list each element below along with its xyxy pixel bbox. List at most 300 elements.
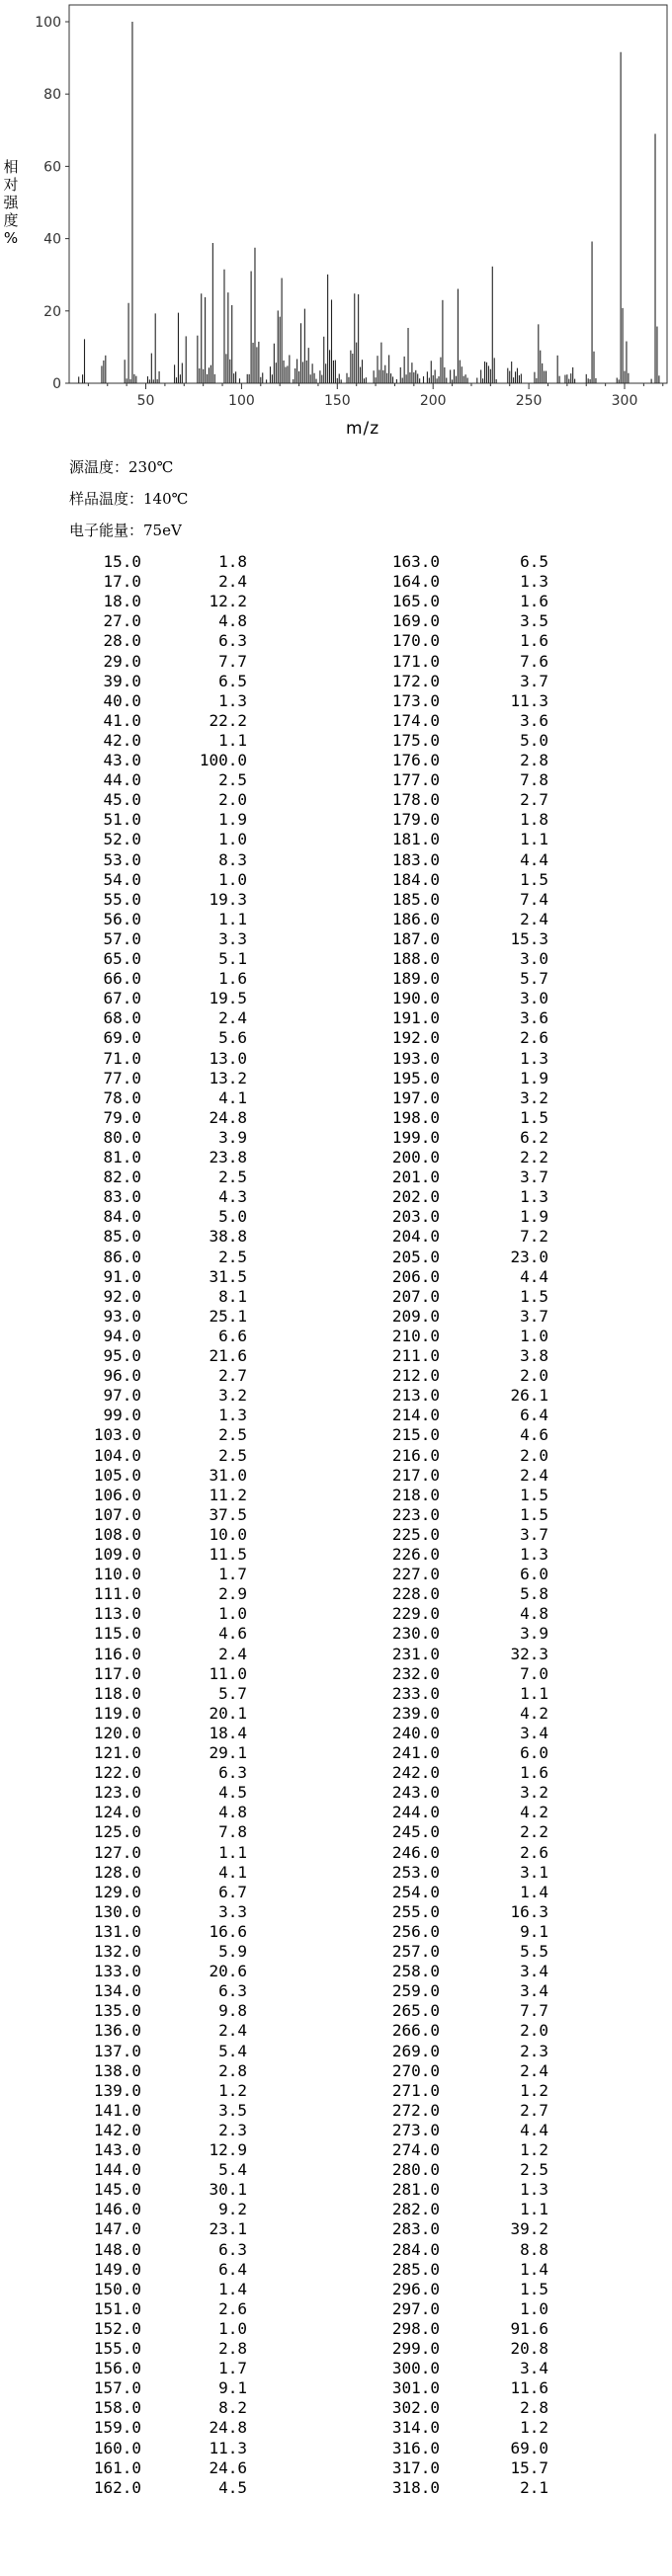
table-row <box>0 2319 672 2339</box>
intensity-value: 7.0 <box>520 1663 548 1683</box>
table-row <box>0 2439 672 2458</box>
mz-value: 298.0 <box>391 2318 440 2338</box>
mz-value: 285.0 <box>391 2259 440 2279</box>
y-tick-label: 60 <box>43 159 61 176</box>
mz-value: 117.0 <box>93 1663 141 1683</box>
intensity-value: 2.5 <box>218 1425 247 1445</box>
mz-value: 56.0 <box>103 909 141 928</box>
mz-value: 256.0 <box>391 1921 440 1941</box>
table-row <box>0 1008 672 1028</box>
intensity-value: 3.7 <box>520 1167 548 1187</box>
intensity-value: 1.2 <box>520 2080 548 2100</box>
intensity-value: 1.2 <box>520 2140 548 2159</box>
intensity-value: 8.1 <box>218 1286 247 1306</box>
mz-value: 271.0 <box>391 2080 440 2100</box>
intensity-value: 4.4 <box>520 1266 548 1286</box>
mz-value: 44.0 <box>103 770 141 790</box>
x-tick-label: 50 <box>136 393 155 409</box>
intensity-value: 4.2 <box>520 1803 548 1822</box>
table-row <box>0 2478 672 2498</box>
mz-value: 122.0 <box>93 1763 141 1783</box>
mz-value: 316.0 <box>391 2438 440 2457</box>
intensity-value: 1.0 <box>520 1326 548 1345</box>
intensity-value: 2.0 <box>520 2021 548 2041</box>
table-row <box>0 1803 672 1822</box>
table-row <box>0 1486 672 1505</box>
intensity-value: 1.4 <box>520 2259 548 2279</box>
table-row <box>0 910 672 929</box>
intensity-value: 2.4 <box>218 572 247 592</box>
mz-value: 159.0 <box>93 2418 141 2438</box>
mz-value: 146.0 <box>93 2200 141 2219</box>
mz-value: 160.0 <box>93 2438 141 2457</box>
mz-value: 118.0 <box>93 1683 141 1703</box>
intensity-value: 4.1 <box>218 1862 247 1882</box>
intensity-value: 5.4 <box>218 2160 247 2180</box>
table-row <box>0 2260 672 2280</box>
mz-value: 81.0 <box>103 1148 141 1167</box>
intensity-value: 4.5 <box>218 1783 247 1803</box>
table-row <box>0 1624 672 1644</box>
table-row <box>0 1743 672 1763</box>
mz-value: 209.0 <box>391 1306 440 1326</box>
mz-value: 195.0 <box>391 1068 440 1087</box>
mz-value: 162.0 <box>93 2477 141 2497</box>
intensity-value: 3.9 <box>218 1127 247 1147</box>
x-axis-label: m/z <box>346 419 380 439</box>
mz-value: 244.0 <box>391 1803 440 1822</box>
intensity-value: 26.1 <box>510 1386 548 1406</box>
intensity-value: 1.4 <box>520 1882 548 1901</box>
intensity-value: 1.6 <box>520 631 548 651</box>
intensity-value: 2.7 <box>520 2100 548 2120</box>
intensity-value: 1.1 <box>218 909 247 928</box>
intensity-value: 5.0 <box>520 730 548 750</box>
table-row <box>0 810 672 830</box>
intensity-value: 23.0 <box>510 1247 548 1266</box>
y-tick-label: 100 <box>35 15 61 31</box>
intensity-value: 3.0 <box>520 989 548 1008</box>
table-row <box>0 1922 672 1942</box>
intensity-value: 24.8 <box>209 2418 247 2438</box>
intensity-value: 6.0 <box>520 1565 548 1584</box>
table-row <box>0 1128 672 1148</box>
mz-value: 77.0 <box>103 1068 141 1087</box>
mz-value: 156.0 <box>93 2359 141 2378</box>
mz-value: 300.0 <box>391 2359 440 2378</box>
x-axis-ticks <box>88 383 662 409</box>
mz-value: 216.0 <box>391 1445 440 1465</box>
table-row <box>0 1386 672 1406</box>
intensity-value: 3.0 <box>520 949 548 968</box>
intensity-value: 3.8 <box>520 1346 548 1365</box>
mz-value: 205.0 <box>391 1247 440 1266</box>
mz-value: 270.0 <box>391 2060 440 2080</box>
table-row <box>0 1108 672 1128</box>
intensity-value: 1.3 <box>218 1406 247 1425</box>
x-tick-label: 250 <box>515 393 543 409</box>
intensity-value: 30.1 <box>209 2180 247 2200</box>
intensity-value: 1.6 <box>520 1763 548 1783</box>
table-row <box>0 2160 672 2180</box>
intensity-value: 3.2 <box>520 1783 548 1803</box>
intensity-value: 3.1 <box>520 1862 548 1882</box>
mz-value: 129.0 <box>93 1882 141 1901</box>
intensity-value: 31.0 <box>209 1465 247 1485</box>
mz-value: 231.0 <box>391 1644 440 1663</box>
intensity-value: 3.6 <box>520 1008 548 1028</box>
intensity-value: 1.0 <box>218 869 247 889</box>
mz-value: 175.0 <box>391 730 440 750</box>
intensity-value: 5.8 <box>520 1584 548 1604</box>
mz-value: 149.0 <box>93 2259 141 2279</box>
intensity-value: 3.6 <box>520 710 548 730</box>
y-axis-label-char: % <box>3 229 19 247</box>
intensity-value: 20.6 <box>209 1962 247 1981</box>
mz-value: 188.0 <box>391 949 440 968</box>
mz-value: 148.0 <box>93 2239 141 2259</box>
table-row <box>0 949 672 969</box>
mz-value: 86.0 <box>103 1247 141 1266</box>
intensity-value: 3.4 <box>520 2359 548 2378</box>
intensity-value: 22.2 <box>209 710 247 730</box>
table-row <box>0 572 672 592</box>
mz-value: 198.0 <box>391 1107 440 1127</box>
table-row <box>0 1783 672 1803</box>
mz-value: 163.0 <box>391 552 440 571</box>
intensity-value: 11.0 <box>209 1663 247 1683</box>
y-axis-label-char: 强 <box>3 194 19 211</box>
intensity-value: 12.9 <box>209 2140 247 2159</box>
intensity-value: 1.3 <box>520 1545 548 1564</box>
mz-value: 204.0 <box>391 1227 440 1247</box>
intensity-value: 3.2 <box>520 1087 548 1107</box>
table-row <box>0 2180 672 2200</box>
mz-value: 107.0 <box>93 1504 141 1524</box>
intensity-value: 4.8 <box>218 1803 247 1822</box>
intensity-value: 2.4 <box>520 909 548 928</box>
mz-value: 123.0 <box>93 1783 141 1803</box>
mz-value: 141.0 <box>93 2100 141 2120</box>
mz-value: 245.0 <box>391 1822 440 1842</box>
intensity-value: 3.3 <box>218 928 247 948</box>
intensity-value: 11.3 <box>510 690 548 710</box>
mz-value: 67.0 <box>103 989 141 1008</box>
intensity-value: 5.0 <box>218 1207 247 1227</box>
intensity-value: 7.8 <box>520 770 548 790</box>
table-row <box>0 2339 672 2359</box>
y-tick-label: 20 <box>43 303 61 320</box>
intensity-value: 3.9 <box>520 1624 548 1644</box>
mz-value: 91.0 <box>103 1266 141 1286</box>
mz-value: 265.0 <box>391 2001 440 2021</box>
intensity-value: 21.6 <box>209 1346 247 1365</box>
mz-value: 51.0 <box>103 810 141 830</box>
table-row <box>0 2280 672 2299</box>
intensity-value: 4.4 <box>520 2120 548 2139</box>
mz-value: 143.0 <box>93 2140 141 2159</box>
intensity-value: 6.2 <box>520 1127 548 1147</box>
table-row <box>0 2140 672 2160</box>
mz-value: 203.0 <box>391 1207 440 1227</box>
table-row <box>0 1248 672 1267</box>
mz-value: 257.0 <box>391 1942 440 1961</box>
mz-value: 184.0 <box>391 869 440 889</box>
mz-value: 57.0 <box>103 928 141 948</box>
mz-value: 297.0 <box>391 2298 440 2318</box>
mz-value: 82.0 <box>103 1167 141 1187</box>
intensity-value: 13.2 <box>209 1068 247 1087</box>
table-row <box>0 1307 672 1327</box>
intensity-value: 5.7 <box>218 1683 247 1703</box>
intensity-value: 6.0 <box>520 1743 548 1762</box>
mz-value: 191.0 <box>391 1008 440 1028</box>
mz-value: 240.0 <box>391 1723 440 1742</box>
intensity-value: 8.3 <box>218 849 247 869</box>
mz-value: 157.0 <box>93 2378 141 2398</box>
intensity-value: 24.6 <box>209 2457 247 2477</box>
intensity-value: 23.1 <box>209 2219 247 2239</box>
mz-value: 71.0 <box>103 1048 141 1068</box>
intensity-value: 8.2 <box>218 2398 247 2418</box>
mz-value: 52.0 <box>103 830 141 849</box>
intensity-value: 1.0 <box>520 2298 548 2318</box>
mz-value: 273.0 <box>391 2120 440 2139</box>
mz-value: 190.0 <box>391 989 440 1008</box>
mz-value: 266.0 <box>391 2021 440 2041</box>
mz-value: 53.0 <box>103 849 141 869</box>
mz-value: 124.0 <box>93 1803 141 1822</box>
y-axis-label <box>2 158 20 247</box>
intensity-value: 12.2 <box>209 592 247 611</box>
mz-value: 171.0 <box>391 651 440 671</box>
intensity-value: 1.5 <box>520 1504 548 1524</box>
electron-energy: 电子能量：75eV <box>69 522 182 539</box>
mz-value: 243.0 <box>391 1783 440 1803</box>
mz-value: 55.0 <box>103 889 141 909</box>
intensity-value: 2.3 <box>218 2120 247 2139</box>
mz-value: 218.0 <box>391 1485 440 1504</box>
mz-value: 178.0 <box>391 790 440 810</box>
mz-value: 206.0 <box>391 1266 440 1286</box>
table-row <box>0 1187 672 1207</box>
intensity-value: 2.5 <box>218 1445 247 1465</box>
mz-value: 212.0 <box>391 1366 440 1386</box>
intensity-value: 16.3 <box>510 1901 548 1921</box>
mz-value: 120.0 <box>93 1723 141 1742</box>
mz-value: 185.0 <box>391 889 440 909</box>
table-row <box>0 652 672 672</box>
intensity-value: 32.3 <box>510 1644 548 1663</box>
mz-value: 95.0 <box>103 1346 141 1365</box>
mz-value: 211.0 <box>391 1346 440 1365</box>
intensity-value: 2.5 <box>218 1247 247 1266</box>
mz-value: 96.0 <box>103 1366 141 1386</box>
table-row <box>0 1049 672 1069</box>
intensity-value: 18.4 <box>209 1723 247 1742</box>
table-row <box>0 1327 672 1346</box>
mz-value: 183.0 <box>391 849 440 869</box>
intensity-value: 2.4 <box>218 1008 247 1028</box>
table-row <box>0 850 672 870</box>
intensity-value: 6.3 <box>218 1763 247 1783</box>
mz-value: 259.0 <box>391 1981 440 2001</box>
table-row <box>0 2042 672 2061</box>
mz-value: 43.0 <box>103 751 141 769</box>
table-row <box>0 1724 672 1743</box>
table-row <box>0 1406 672 1425</box>
intensity-value: 2.6 <box>520 1028 548 1048</box>
mz-value: 29.0 <box>103 651 141 671</box>
mz-value: 134.0 <box>93 1981 141 2001</box>
mz-value: 54.0 <box>103 869 141 889</box>
intensity-value: 8.8 <box>520 2239 548 2259</box>
intensity-value: 10.0 <box>209 1524 247 1544</box>
table-row <box>0 1028 672 1048</box>
intensity-value: 1.8 <box>520 810 548 830</box>
spectrum-peaks <box>79 22 659 383</box>
mz-value: 172.0 <box>391 671 440 690</box>
mz-value: 15.0 <box>103 552 141 571</box>
mz-value: 40.0 <box>103 690 141 710</box>
table-row <box>0 1645 672 1664</box>
table-row <box>0 1525 672 1545</box>
table-row <box>0 2001 672 2021</box>
intensity-value: 5.6 <box>218 1028 247 1048</box>
mz-value: 174.0 <box>391 710 440 730</box>
intensity-value: 31.5 <box>209 1266 247 1286</box>
mz-value: 228.0 <box>391 1584 440 1604</box>
mz-value: 186.0 <box>391 909 440 928</box>
mz-value: 239.0 <box>391 1703 440 1723</box>
table-row <box>0 1167 672 1187</box>
mz-value: 242.0 <box>391 1763 440 1783</box>
x-tick-label: 150 <box>323 393 351 409</box>
intensity-value: 1.9 <box>520 1068 548 1087</box>
mz-value: 138.0 <box>93 2060 141 2080</box>
table-row <box>0 1883 672 1902</box>
table-row <box>0 2458 672 2478</box>
table-row <box>0 1863 672 1883</box>
table-row <box>0 790 672 810</box>
mz-value: 147.0 <box>93 2219 141 2239</box>
mz-value: 85.0 <box>103 1227 141 1247</box>
intensity-value: 7.7 <box>218 651 247 671</box>
mz-value: 151.0 <box>93 2298 141 2318</box>
mz-value: 41.0 <box>103 710 141 730</box>
intensity-value: 4.5 <box>218 2477 247 2497</box>
intensity-value: 100.0 <box>199 751 247 769</box>
intensity-value: 1.2 <box>218 2080 247 2100</box>
mz-value: 202.0 <box>391 1187 440 1207</box>
intensity-value: 7.6 <box>520 651 548 671</box>
intensity-value: 7.7 <box>520 2001 548 2021</box>
sample-temperature: 样品温度：140℃ <box>69 490 189 508</box>
intensity-value: 2.4 <box>520 2060 548 2080</box>
intensity-value: 3.5 <box>520 611 548 631</box>
mz-value: 144.0 <box>93 2160 141 2180</box>
intensity-value: 37.5 <box>209 1504 247 1524</box>
mz-value: 99.0 <box>103 1406 141 1425</box>
intensity-value: 2.5 <box>520 2160 548 2180</box>
intensity-value: 1.3 <box>520 572 548 592</box>
table-row <box>0 1366 672 1386</box>
table-row <box>0 1207 672 1227</box>
mz-value: 137.0 <box>93 2041 141 2060</box>
intensity-value: 1.1 <box>520 1683 548 1703</box>
mz-value: 272.0 <box>391 2100 440 2120</box>
mz-value: 94.0 <box>103 1326 141 1345</box>
table-row <box>0 1822 672 1842</box>
intensity-value: 4.1 <box>218 1087 247 1107</box>
table-row <box>0 1981 672 2001</box>
mz-value: 92.0 <box>103 1286 141 1306</box>
table-row <box>0 2200 672 2219</box>
table-row <box>0 1346 672 1366</box>
table-row <box>0 1942 672 1962</box>
intensity-value: 11.2 <box>209 1485 247 1504</box>
mz-value: 115.0 <box>93 1624 141 1644</box>
intensity-value: 16.6 <box>209 1921 247 1941</box>
intensity-value: 2.6 <box>520 1842 548 1862</box>
mz-value: 214.0 <box>391 1406 440 1425</box>
intensity-value: 9.2 <box>218 2200 247 2219</box>
mz-value: 106.0 <box>93 1485 141 1504</box>
intensity-value: 7.4 <box>520 889 548 909</box>
mz-value: 213.0 <box>391 1386 440 1406</box>
mz-value: 227.0 <box>391 1565 440 1584</box>
y-tick-label: 0 <box>52 376 61 392</box>
intensity-value: 2.8 <box>218 2060 247 2080</box>
intensity-value: 1.1 <box>520 830 548 849</box>
table-row <box>0 1843 672 1863</box>
intensity-value: 2.4 <box>218 2021 247 2041</box>
table-row <box>0 2081 672 2101</box>
intensity-value: 38.8 <box>209 1227 247 1247</box>
table-row <box>0 929 672 949</box>
table-row <box>0 1664 672 1684</box>
mz-value: 105.0 <box>93 1465 141 1485</box>
intensity-value: 91.6 <box>510 2318 548 2338</box>
intensity-value: 39.2 <box>510 2219 548 2239</box>
intensity-value: 1.1 <box>520 2200 548 2219</box>
intensity-value: 2.0 <box>520 1366 548 1386</box>
mz-value: 225.0 <box>391 1524 440 1544</box>
intensity-value: 2.2 <box>520 1148 548 1167</box>
intensity-value: 4.6 <box>520 1425 548 1445</box>
table-row <box>0 1962 672 1981</box>
intensity-value: 1.5 <box>520 869 548 889</box>
table-row <box>0 1763 672 1783</box>
intensity-value: 29.1 <box>209 1743 247 1762</box>
mz-value: 39.0 <box>103 671 141 690</box>
intensity-value: 4.8 <box>218 611 247 631</box>
table-row <box>0 2101 672 2121</box>
table-row <box>0 592 672 611</box>
intensity-value: 6.3 <box>218 1981 247 2001</box>
mz-value: 133.0 <box>93 1962 141 1981</box>
intensity-value: 11.3 <box>209 2438 247 2457</box>
intensity-value: 1.3 <box>520 1048 548 1068</box>
table-row <box>0 2418 672 2438</box>
intensity-value: 9.8 <box>218 2001 247 2021</box>
table-row <box>0 2240 672 2260</box>
intensity-value: 6.3 <box>218 631 247 651</box>
mz-value: 301.0 <box>391 2378 440 2398</box>
mz-value: 170.0 <box>391 631 440 651</box>
mz-value: 68.0 <box>103 1008 141 1028</box>
plot-frame <box>69 5 667 383</box>
